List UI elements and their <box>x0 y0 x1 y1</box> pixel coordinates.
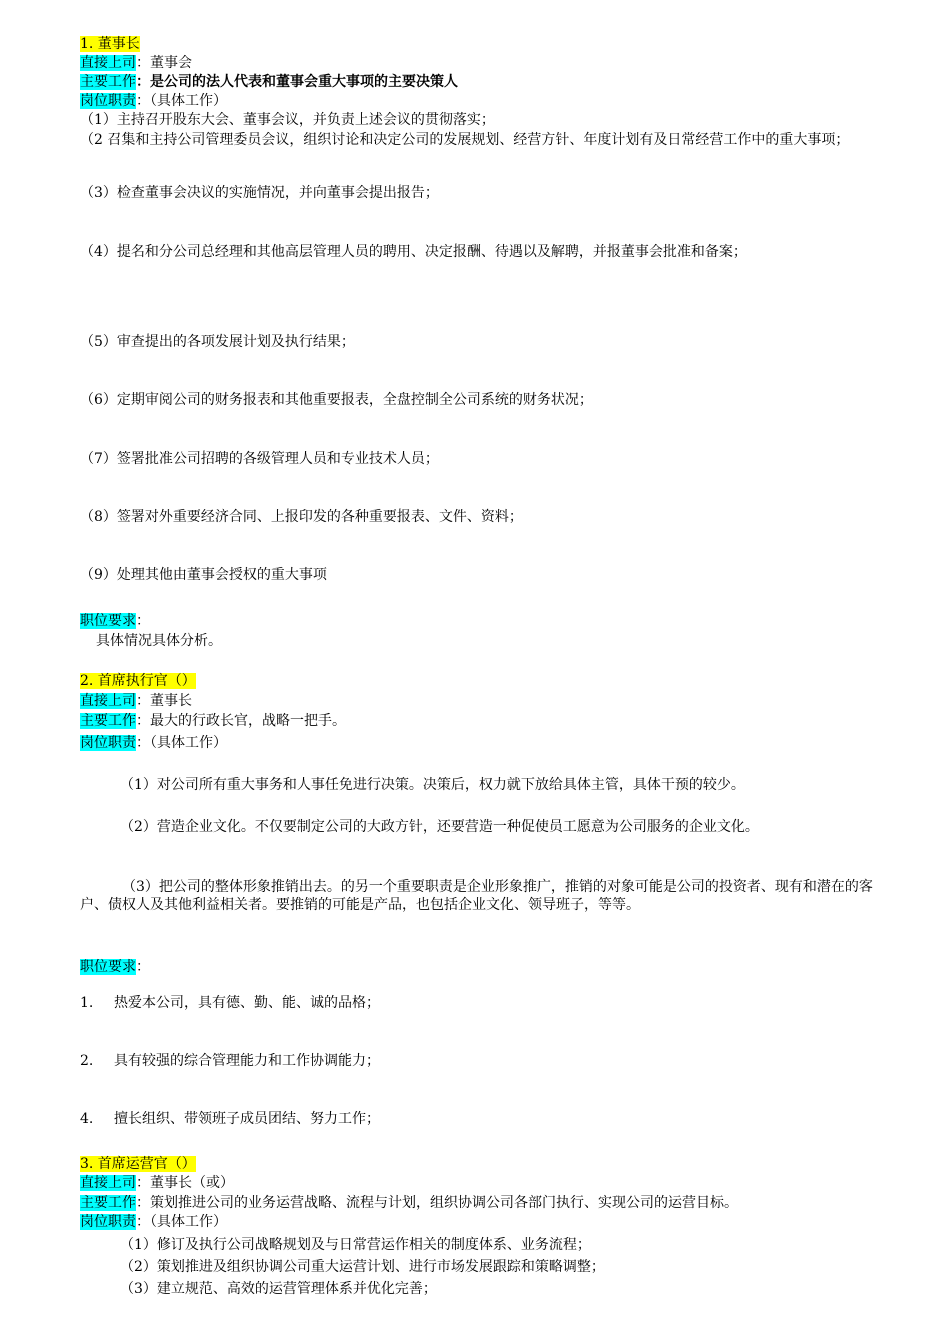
section-2-title: 2. 首席执行官（） <box>80 673 196 689</box>
s2-req-label: 职位要求 <box>80 959 136 975</box>
s1-boss-line <box>80 54 192 72</box>
s1-duty-3: （3）检查董事会决议的实施情况，并向董事会提出报告； <box>80 185 439 201</box>
s2-req-2: 2. 具有较强的综合管理能力和工作协调能力； <box>80 1053 380 1069</box>
s1-req-text: 具体情况具体分析。 <box>96 633 222 649</box>
s1-duty-4: （4）提名和分公司总经理和其他高层管理人员的聘用、决定报酬、待遇以及解聘，并报董事会批准和备案； <box>80 244 747 260</box>
s1-work-value: ：是公司的法人代表和董事会重大事项的主要决策人 <box>136 74 458 90</box>
section-3-title: 3. 首席运营官（） <box>80 1156 196 1172</box>
s3-duty-line <box>80 1213 227 1231</box>
s1-boss-label: 直接上司 <box>80 55 136 71</box>
s1-duty-2: （2 召集和主持公司管理委员会议，组织讨论和决定公司的发展规划、经营方针、年度计划有及日常经营工作中的重大事项； <box>80 132 850 148</box>
s1-req-label: 职位要求 <box>80 613 136 629</box>
s1-duty-8: （8）签署对外重要经济合同、上报印发的各种重要报表、文件、资料； <box>80 509 523 525</box>
s3-duty-value: ：（具体工作） <box>136 1214 227 1230</box>
s2-duty-line <box>80 734 227 752</box>
s1-req-heading: 职位要求： <box>80 613 150 629</box>
s2-duty-1: （1）对公司所有重大事务和人事任免进行决策。决策后，权力就下放给具体主管，具体干预的较少。 <box>120 777 745 793</box>
s3-duty-2: （2）策划推进及组织协调公司重大运营计划、进行市场发展跟踪和策略调整； <box>120 1259 605 1275</box>
s2-duty-2: （2）营造企业文化。不仅要制定公司的大政方针，还要营造一种促使员工愿意为公司服务的企业文化。 <box>120 819 759 835</box>
s2-work-value: ：最大的行政长官，战略一把手。 <box>136 713 346 729</box>
s2-duty-3: （3）把公司的整体形象推销出去。的另一个重要职责是企业形象推广，推销的对象可能是公司的投资者、现有和潜在的客户、债权人及其他利益相关者。要推销的可能是产品，也包括企业文化、领导班子，等等。 <box>80 879 873 913</box>
s2-duty-label: 岗位职责 <box>80 735 136 751</box>
s2-work-label: 主要工作 <box>80 713 136 729</box>
s1-duty-line <box>80 92 227 110</box>
s3-boss-value: ：董事长（或） <box>136 1175 234 1191</box>
s1-duty-9: （9）处理其他由董事会授权的重大事项 <box>80 567 327 583</box>
s1-duty-7: （7）签署批准公司招聘的各级管理人员和专业技术人员； <box>80 451 439 467</box>
s3-work-label: 主要工作 <box>80 1195 136 1211</box>
s3-duty-3: （3）建立规范、高效的运营管理体系并优化完善； <box>120 1281 437 1297</box>
s1-duty-6: （6）定期审阅公司的财务报表和其他重要报表，全盘控制全公司系统的财务状况； <box>80 392 593 408</box>
s2-req-3: 4. 擅长组织、带领班子成员团结、努力工作； <box>80 1111 380 1127</box>
s1-duty-5: （5）审查提出的各项发展计划及执行结果； <box>80 334 355 350</box>
s1-duty-value: ：（具体工作） <box>136 93 227 109</box>
s1-duty-1: （1）主持召开股东大会、董事会议，并负责上述会议的贯彻落实； <box>80 112 495 128</box>
s3-duty-label: 岗位职责 <box>80 1214 136 1230</box>
s2-duty-value: ：（具体工作） <box>136 735 227 751</box>
s2-boss-value: ：董事长 <box>136 693 192 709</box>
s3-boss-label: 直接上司 <box>80 1175 136 1191</box>
s3-work-value: ：策划推进公司的业务运营战略、流程与计划，组织协调公司各部门执行、实现公司的运营目标。 <box>136 1195 738 1211</box>
s3-duty-1: （1）修订及执行公司战略规划及与日常营运作相关的制度体系、业务流程； <box>120 1237 591 1253</box>
s2-boss-line <box>80 692 192 710</box>
s2-work-line <box>80 712 346 730</box>
s2-req-1: 1. 热爱本公司，具有德、勤、能、诚的品格； <box>80 995 380 1011</box>
s3-boss-line <box>80 1174 234 1192</box>
s1-boss-value: ：董事会 <box>136 55 192 71</box>
s3-work-line <box>80 1194 738 1212</box>
s1-work-label: 主要工作 <box>80 74 136 90</box>
section-1-title: 1. 董事长 <box>80 36 140 52</box>
s1-duty-label: 岗位职责 <box>80 93 136 109</box>
s1-work-line <box>80 73 458 91</box>
s2-boss-label: 直接上司 <box>80 693 136 709</box>
s2-req-heading: 职位要求： <box>80 959 150 975</box>
